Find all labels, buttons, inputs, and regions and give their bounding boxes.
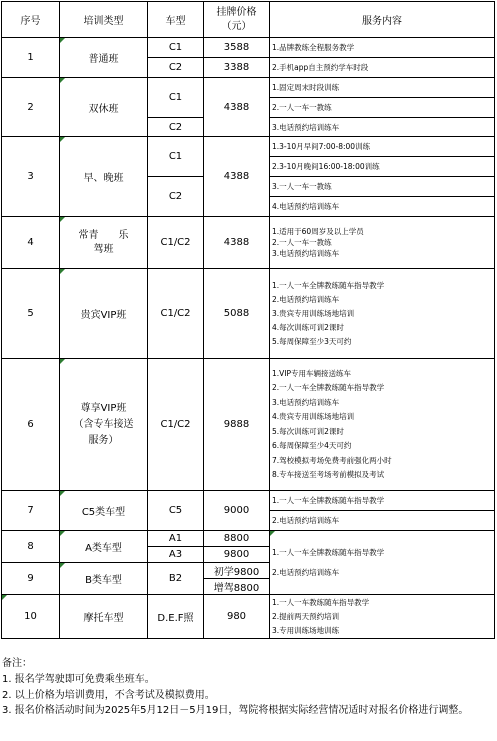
table-row <box>2 137 495 157</box>
row-no-label: 10 <box>24 611 37 622</box>
row-type <box>60 137 148 217</box>
cell-marker <box>60 359 65 364</box>
row-service: 1.品牌教练全程服务教学 <box>270 38 495 58</box>
notes-section <box>2 656 494 718</box>
row-model: C1 <box>148 78 204 118</box>
service-line: 2.一人一车全牌教练随车指导教学 <box>272 383 385 392</box>
row-type-line: 服务） <box>88 434 119 446</box>
row-model: D.E.F照 <box>148 595 204 639</box>
service-line: 6.每周保障至少4天可约 <box>272 441 352 450</box>
header-price-label: 挂牌价格 <box>216 6 257 18</box>
table-row <box>2 359 495 491</box>
cell-marker <box>60 137 65 142</box>
service-line: 2.电话预约培训练车 <box>272 567 340 577</box>
row-price: 8800 <box>204 531 270 547</box>
row-model: A3 <box>148 547 204 563</box>
note-item: 3. 报名价格活动时间为2025年5月12日－5月19日，驾院将根据实际经营情况适时对报名价格进行调整。 <box>2 705 469 716</box>
row-type-label: 双休班 <box>88 103 119 115</box>
row-no: 9 <box>2 563 60 595</box>
row-price: 增驾8800 <box>204 579 270 595</box>
note-item: 2. 以上价格为培训费用，不含考试及模拟费用。 <box>2 690 215 701</box>
row-price: 初学9800 <box>204 563 270 579</box>
row-model: C1/C2 <box>148 359 204 491</box>
note-item: 1. 报名学驾驶即可免费乘坐班车。 <box>2 674 155 685</box>
cell-marker <box>60 217 65 222</box>
cell-marker <box>60 38 65 43</box>
row-price: 9888 <box>204 359 270 491</box>
header-price <box>204 2 270 38</box>
row-service: 3.一人一车一教练 <box>270 177 495 197</box>
row-no: 3 <box>2 137 60 217</box>
row-service <box>270 217 495 269</box>
row-type <box>60 217 148 269</box>
fee-table <box>1 1 495 639</box>
row-service: 1.固定周末时段训练 <box>270 78 495 98</box>
row-no <box>2 595 60 639</box>
row-type <box>60 269 148 359</box>
row-service <box>270 531 495 595</box>
row-price: 4388 <box>204 217 270 269</box>
service-line: 1.一人一车全牌教练随车指导教学 <box>272 547 385 557</box>
service-line: 2.一人一车一教练 <box>272 238 332 247</box>
row-no: 6 <box>2 359 60 491</box>
row-model: A1 <box>148 531 204 547</box>
row-price: 9000 <box>204 491 270 531</box>
row-service: 2.手机app自主预约学车时段 <box>270 58 495 78</box>
table-row <box>2 269 495 359</box>
header-type: 培训类型 <box>60 2 148 38</box>
row-no: 7 <box>2 491 60 531</box>
service-line: 2.提前两天预约培训 <box>272 611 340 621</box>
row-price: 4388 <box>204 78 270 137</box>
row-model: C1/C2 <box>148 269 204 359</box>
table-row <box>2 531 495 547</box>
service-line: 8.专车接送至考场考前模拟及考试 <box>272 470 385 479</box>
row-service: 1.一人一车全牌教练随车指导教学 <box>270 491 495 511</box>
cell-marker <box>60 78 65 83</box>
table-row <box>2 78 495 98</box>
service-line: 1.适用于60周岁及以上学员 <box>272 227 364 236</box>
header-no: 序号 <box>2 2 60 38</box>
service-line: 4.每次训练可训2课时 <box>272 322 344 332</box>
table-header-row <box>2 2 495 38</box>
service-line: 1.一人一车教练随车指导教学 <box>272 597 370 607</box>
row-type <box>60 531 148 563</box>
row-no: 4 <box>2 217 60 269</box>
row-no: 1 <box>2 38 60 78</box>
row-type <box>60 78 148 137</box>
service-line: 5.每次训练可训2课时 <box>272 426 344 436</box>
row-service: 1.3-10月早间7:00-8:00训练 <box>270 137 495 157</box>
row-type <box>60 563 148 595</box>
cell-marker <box>270 531 275 536</box>
service-line: 4.贵宾专用训练场地培训 <box>272 412 355 421</box>
row-price: 980 <box>204 595 270 639</box>
header-model: 车型 <box>148 2 204 38</box>
notes-title: 备注： <box>2 658 32 669</box>
row-service: 3.电话预约培训练车 <box>270 118 495 137</box>
row-type-line: 驾班 <box>93 243 114 255</box>
row-price: 4388 <box>204 137 270 217</box>
row-type <box>60 38 148 78</box>
row-type-label: A类车型 <box>85 543 122 554</box>
row-model: C5 <box>148 491 204 531</box>
table-row <box>2 38 495 58</box>
service-line: 5.每周保障至少3天可约 <box>272 336 352 346</box>
row-service <box>270 595 495 639</box>
service-line: 1.一人一车全牌教练随车指导教学 <box>272 280 385 290</box>
row-service: 2.电话预约培训练车 <box>270 511 495 531</box>
service-line: 7.驾校模拟考场免费考前强化两小时 <box>272 455 392 465</box>
service-line: 3.专用训练场地训练 <box>272 625 340 635</box>
cell-marker <box>60 491 65 496</box>
row-price: 3388 <box>204 58 270 78</box>
row-price: 5088 <box>204 269 270 359</box>
row-type-line: 尊享VIP班 <box>80 402 127 414</box>
table-row <box>2 595 495 639</box>
cell-marker <box>60 269 65 274</box>
service-line: 3.电话预约培训练车 <box>272 249 340 258</box>
service-line: 3.贵宾专用训练场地培训 <box>272 308 355 318</box>
cell-marker <box>60 531 65 536</box>
row-type-label: 普通班 <box>88 54 119 65</box>
row-model: B2 <box>148 563 204 595</box>
row-no: 5 <box>2 269 60 359</box>
row-type <box>60 491 148 531</box>
row-price: 9800 <box>204 547 270 563</box>
row-type-line: （含专车接送 <box>73 418 134 430</box>
row-type-line: 常青 乐 <box>78 229 129 241</box>
row-service: 2.3-10月晚间16:00-18:00训练 <box>270 157 495 177</box>
row-type <box>60 359 148 491</box>
row-model: C1 <box>148 137 204 177</box>
service-line: 1.VIP专用车辆接送练车 <box>272 368 352 378</box>
row-model: C1 <box>148 38 204 58</box>
row-type: 摩托车型 <box>60 595 148 639</box>
row-no: 2 <box>2 78 60 137</box>
row-service <box>270 269 495 359</box>
row-model: C2 <box>148 58 204 78</box>
header-price-unit: （元） <box>221 20 252 32</box>
service-line: 3.电话预约培训练车 <box>272 397 340 407</box>
header-service: 服务内容 <box>270 2 495 38</box>
row-model: C2 <box>148 118 204 137</box>
row-type-label: C5类车型 <box>81 507 126 518</box>
table-row <box>2 217 495 269</box>
row-model: C2 <box>148 177 204 217</box>
row-service: 4.电话预约培训练车 <box>270 197 495 217</box>
cell-marker <box>2 595 7 600</box>
row-price: 3588 <box>204 38 270 58</box>
row-model: C1/C2 <box>148 217 204 269</box>
table-row <box>2 491 495 511</box>
row-no: 8 <box>2 531 60 563</box>
row-service <box>270 359 495 491</box>
row-type-label: 贵宾VIP班 <box>80 310 127 321</box>
service-line: 2.电话预约培训练车 <box>272 294 340 304</box>
row-type-label: 早、晚班 <box>83 173 124 184</box>
cell-marker <box>60 563 65 568</box>
row-service: 2.一人一车一教练 <box>270 98 495 118</box>
row-type-label: B类车型 <box>85 575 122 586</box>
